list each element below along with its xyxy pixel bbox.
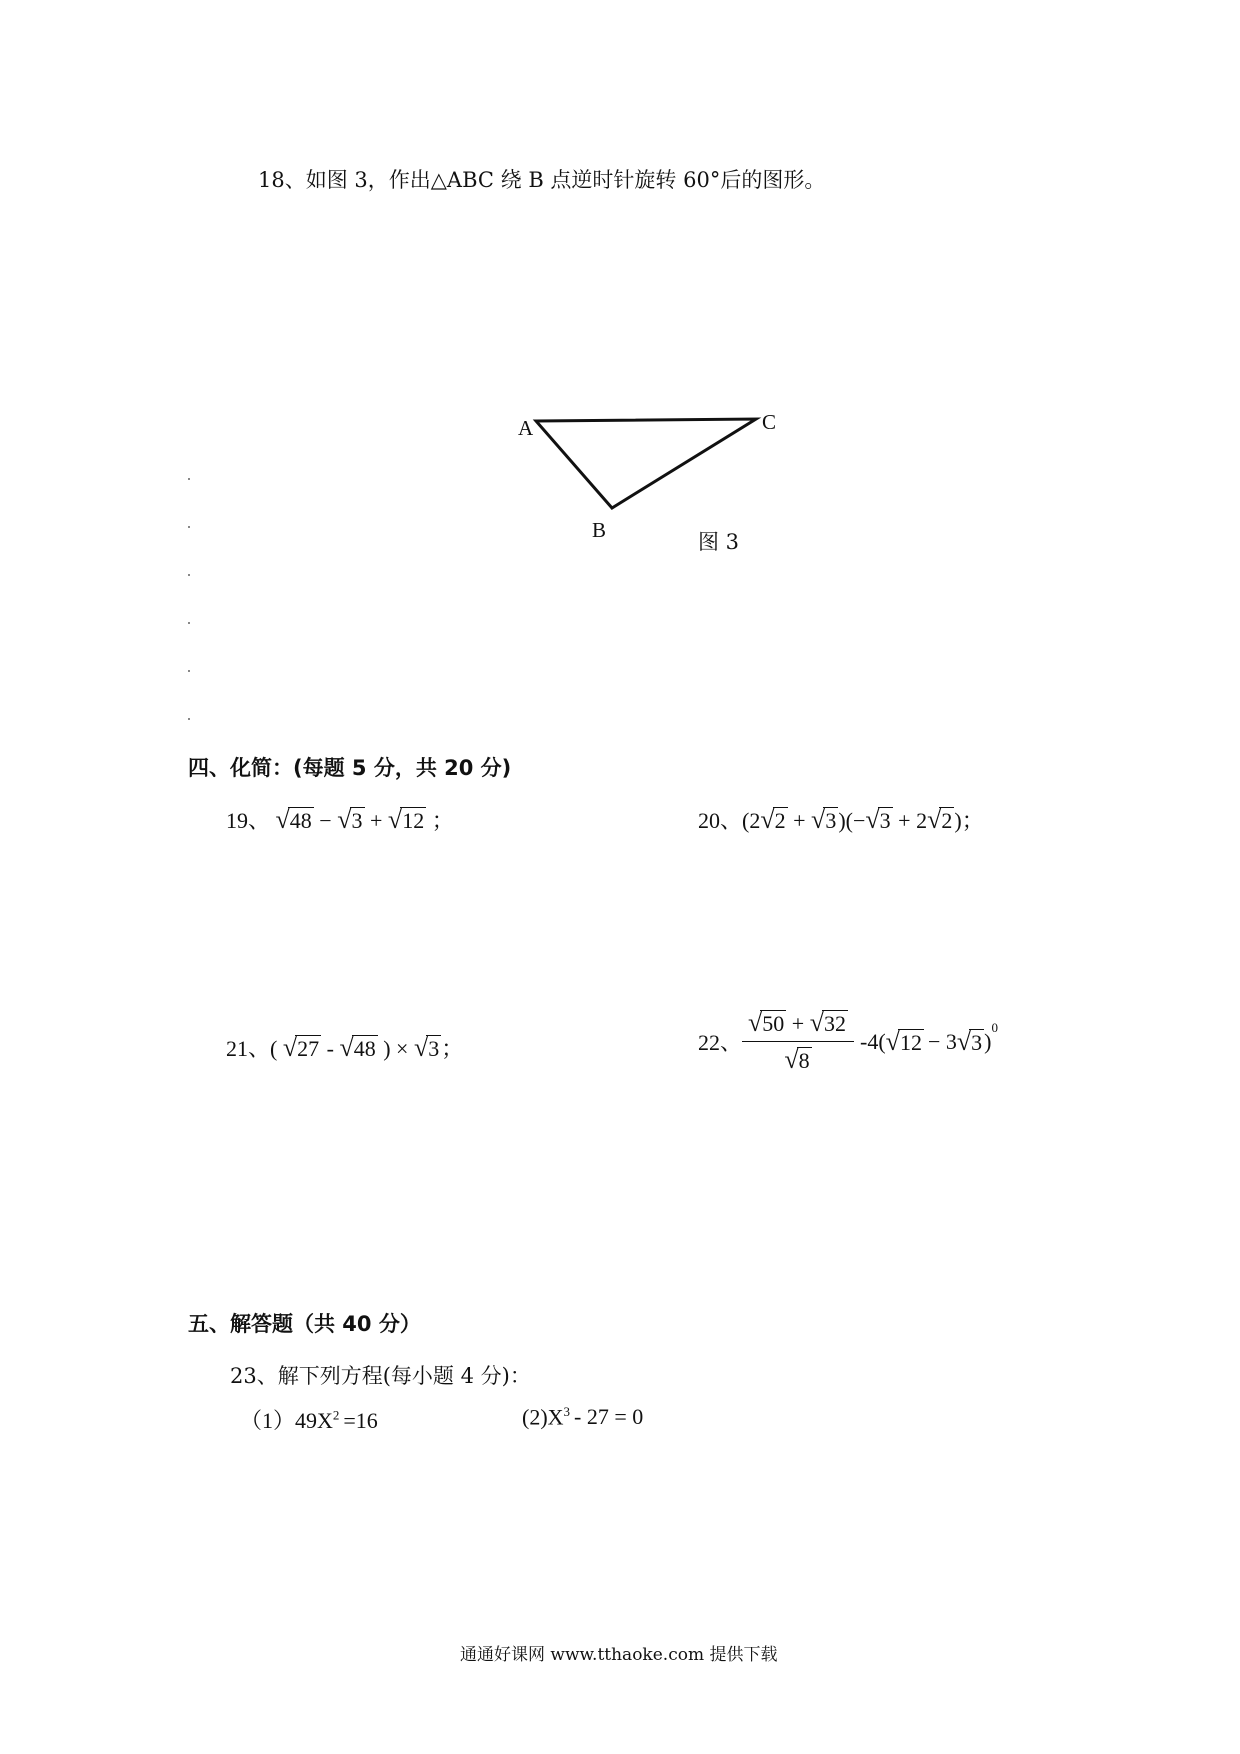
- question-23-part-2: $(2)X^3 - 27 = 0$: [522, 1404, 644, 1430]
- radical: √3: [337, 805, 363, 834]
- vertex-label-b: B: [592, 518, 607, 542]
- radical: √3: [865, 805, 891, 834]
- radical: √12: [387, 805, 425, 834]
- question-20: 20、(2√2 + √3)(−√3 + 2√2)；: [698, 805, 984, 834]
- question-19: 19、 √48 − √3 + √12 ；: [226, 805, 454, 834]
- radical: √3: [413, 1033, 440, 1062]
- radical: √3: [811, 805, 837, 834]
- radical: √3: [956, 1026, 983, 1056]
- page-footer: 通通好课网 www.tthaoke.com 提供下载: [460, 1645, 778, 1665]
- radical: √48: [275, 805, 312, 834]
- radical: √12: [885, 1026, 922, 1056]
- triangle-figure: [500, 400, 800, 550]
- radical: √50: [748, 1008, 785, 1037]
- fraction-denominator: [784, 1042, 811, 1075]
- question-21: 21、( √27 - √48 ) × √3；: [226, 1033, 464, 1062]
- radical: √32: [809, 1008, 846, 1037]
- q22-number: 22、: [698, 1030, 743, 1055]
- radical: √27: [282, 1033, 320, 1062]
- margin-dot: [188, 574, 190, 576]
- q21-number: 21、(: [226, 1036, 278, 1061]
- radical: √48: [339, 1033, 376, 1062]
- radical: √2: [760, 805, 786, 834]
- vertex-label-c: C: [762, 410, 777, 434]
- margin-dot: [188, 670, 190, 672]
- section-5-heading: 五、解答题（共 40 分）: [188, 1312, 421, 1336]
- section-4-heading: 四、化简：(每题 5 分，共 20 分): [188, 756, 512, 780]
- radical: √2: [927, 805, 953, 834]
- margin-dot: [188, 718, 190, 720]
- vertex-label-a: A: [518, 416, 534, 440]
- question-23-part-1: $(1)49X^2 =16$: [240, 1407, 378, 1433]
- margin-dot: [188, 526, 190, 528]
- margin-dot: [188, 478, 190, 480]
- fraction-numerator: √50 + √32: [742, 1008, 854, 1042]
- fraction: [742, 1008, 854, 1075]
- figure-caption: 图 3: [698, 530, 740, 554]
- margin-dot: [188, 622, 190, 624]
- question-23-text: 23、解下列方程(每小题 4 分)：: [230, 1364, 531, 1388]
- radical: √8: [784, 1045, 810, 1074]
- question-22: 22、 $\frac{√50 + √32}{√8}$ -4( √12 − 3 √3 ) $^0$: [698, 1008, 998, 1074]
- q19-number: 19、: [226, 808, 271, 833]
- triangle-abc: [536, 419, 756, 508]
- q20-number: 20、: [698, 808, 743, 833]
- question-18-text: 18、如图 3，作出△ABC 绕 B 点逆时针旋转 60°后的图形。: [258, 168, 826, 192]
